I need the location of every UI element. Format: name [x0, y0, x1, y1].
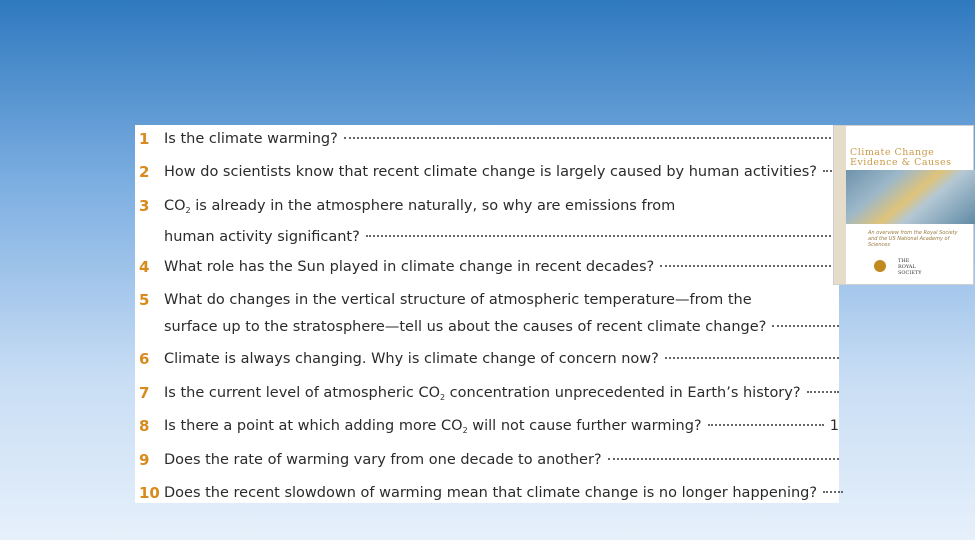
question-line-text: Does the rate of warming vary from one decade to another?: [164, 452, 602, 468]
question-text: [164, 413, 839, 444]
question-text: [164, 346, 839, 373]
question-text: [164, 380, 839, 411]
question-number: 4: [139, 258, 150, 276]
question-number: 5: [139, 291, 150, 309]
question-text: [164, 287, 839, 341]
question-text: [164, 254, 839, 281]
cover-subtitle: An overview from the Royal Society and the US National Academy of Sciences: [868, 230, 958, 248]
question-line: [164, 193, 839, 224]
question-line-text: surface up to the stratosphere—tell us about the causes of recent climate change?: [164, 319, 767, 335]
subscript: 2: [185, 206, 191, 215]
question-line: [164, 346, 839, 373]
question-line-text: Does the recent slowdown of warming mean that climate change is no longer happening?: [164, 485, 818, 501]
question-line: [164, 413, 839, 444]
dot-leader: [665, 356, 839, 359]
nas-logo-icon: [874, 260, 886, 272]
question-number: 1: [139, 130, 150, 148]
dot-leader: [708, 423, 824, 426]
question-line-text: Climate is always changing. Why is climate change of concern now?: [164, 351, 659, 367]
dot-leader: [366, 234, 839, 237]
question-text: [164, 159, 839, 186]
question-text: [164, 447, 839, 474]
dot-leader: [823, 490, 843, 493]
question-text: [164, 480, 839, 507]
question-line-text: What role has the Sun played in climate change in recent decades?: [164, 259, 655, 275]
question-number: 2: [139, 163, 150, 181]
question-number: 8: [139, 417, 150, 435]
question-line: [164, 224, 839, 251]
dot-leader: [344, 136, 839, 139]
subscript: 2: [439, 393, 446, 402]
question-line-text: $CO_2$ is already in the atmosphere naturally, so why are emissions from: [164, 198, 676, 215]
question-line-text: Is there a point at which adding more $CO_2$ will not cause further warming?: [164, 418, 702, 435]
question-line: [164, 254, 839, 281]
question-line: [164, 314, 839, 341]
question-number: 7: [139, 384, 150, 402]
cover-title: Climate Change Evidence & Causes: [850, 147, 952, 168]
document-page: [135, 125, 958, 503]
question-line: [164, 480, 839, 507]
question-line-text: Is the current level of atmospheric $CO_2$ concentration unprecedented in Earth’s history?: [164, 385, 801, 402]
question-text: [164, 126, 839, 153]
question-number: 3: [139, 197, 150, 215]
question-line-text: human activity significant?: [164, 229, 360, 245]
question-text: [164, 193, 839, 251]
subscript: 2: [462, 426, 468, 435]
question-line: [164, 447, 839, 474]
question-line: [164, 126, 839, 153]
dot-leader: [660, 264, 839, 267]
page-number: 1: [829, 418, 839, 434]
question-number: 6: [139, 350, 150, 368]
question-line: [164, 287, 839, 314]
question-number: 10: [139, 484, 160, 502]
dot-leader: [807, 390, 839, 393]
cover-photo: [846, 170, 975, 224]
question-line: [164, 380, 839, 411]
royal-society-logo: THE ROYAL SOCIETY: [898, 258, 922, 276]
question-line-text: Is the climate warming?: [164, 131, 338, 147]
report-cover-image: [833, 125, 974, 285]
question-line-text: How do scientists know that recent climate change is largely caused by human activities?: [164, 164, 818, 180]
question-line: [164, 159, 839, 186]
cover-side-band: [834, 126, 846, 284]
dot-leader: [772, 324, 839, 327]
dot-leader: [608, 457, 839, 460]
question-number: 9: [139, 451, 150, 469]
question-line-text: What do changes in the vertical structure of atmospheric temperature—from the: [164, 292, 752, 308]
